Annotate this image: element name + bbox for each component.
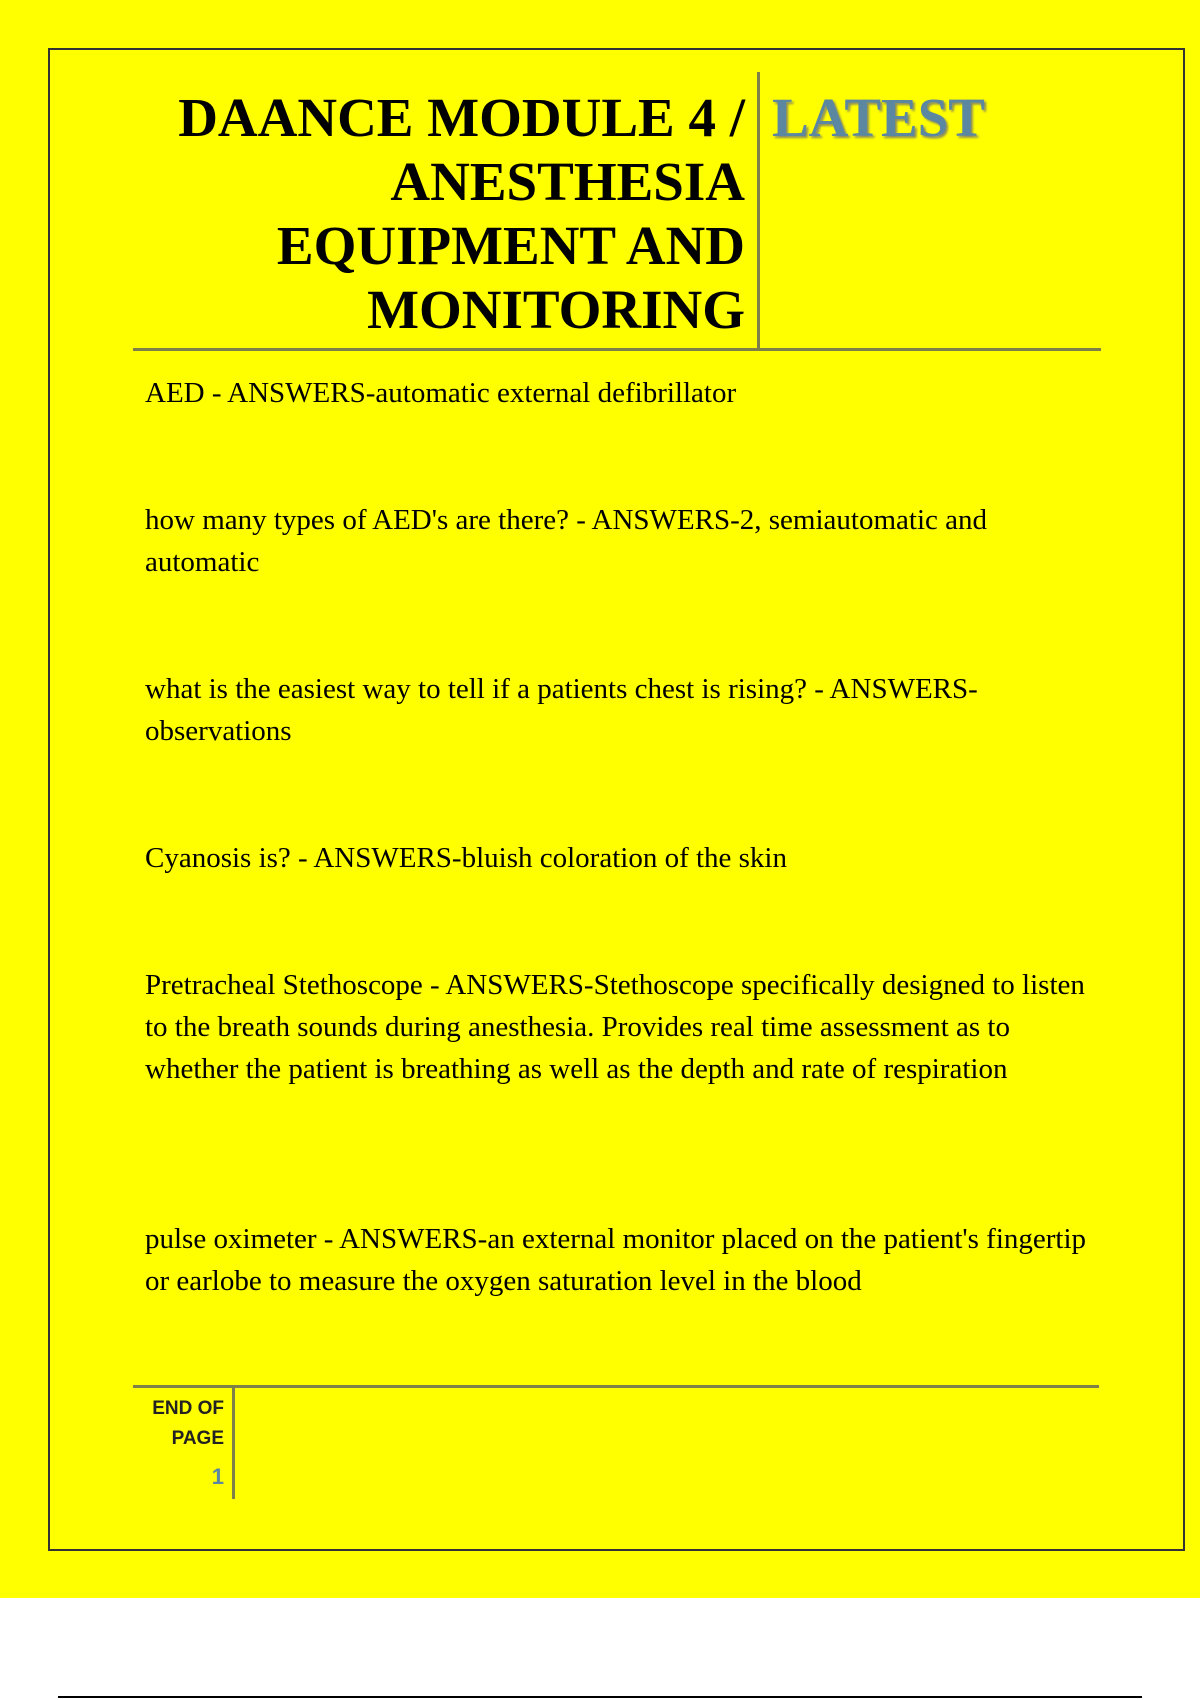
qa-item-aed-types: how many types of AED's are there? - ANSWERS-2, semiautomatic and automatic xyxy=(145,504,988,578)
qa-item-pretracheal-stethoscope: Pretracheal Stethoscope - ANSWERS-Stethoscope specifically designed to listen to the breath sounds during anesthesia. Provides real time assessment as to whether the patient is breathing as well as the depth and rate of respiration xyxy=(145,969,1085,1085)
title-vertical-divider xyxy=(757,72,760,348)
next-page-rule xyxy=(58,1696,1142,1698)
footer-vertical-divider xyxy=(232,1386,235,1499)
latest-badge: LATEST xyxy=(772,87,985,148)
qa-item-aed: AED - ANSWERS-automatic external defibrillator xyxy=(145,377,737,409)
title-line-1: DAANCE MODULE 4 / xyxy=(178,87,745,148)
end-of-page-line-1: END OF xyxy=(152,1398,224,1419)
title-line-4: MONITORING xyxy=(367,279,745,340)
document-title xyxy=(130,86,745,342)
title-line-2: ANESTHESIA xyxy=(390,151,745,212)
end-of-page-line-2: PAGE xyxy=(171,1428,224,1449)
qa-item-cyanosis: Cyanosis is? - ANSWERS-bluish coloration of the skin xyxy=(145,842,787,874)
footer-divider xyxy=(133,1385,1099,1388)
qa-item-chest-rising: what is the easiest way to tell if a patients chest is rising? - ANSWERS-observations xyxy=(145,673,978,747)
title-line-3: EQUIPMENT AND xyxy=(276,215,745,276)
page-number: 1 xyxy=(211,1464,224,1489)
qa-item-pulse-oximeter: pulse oximeter - ANSWERS-an external monitor placed on the patient's fingertip or earlobe to measure the oxygen saturation level in the blood xyxy=(145,1223,1087,1297)
end-of-page-label xyxy=(140,1394,224,1454)
header-divider xyxy=(133,348,1101,351)
